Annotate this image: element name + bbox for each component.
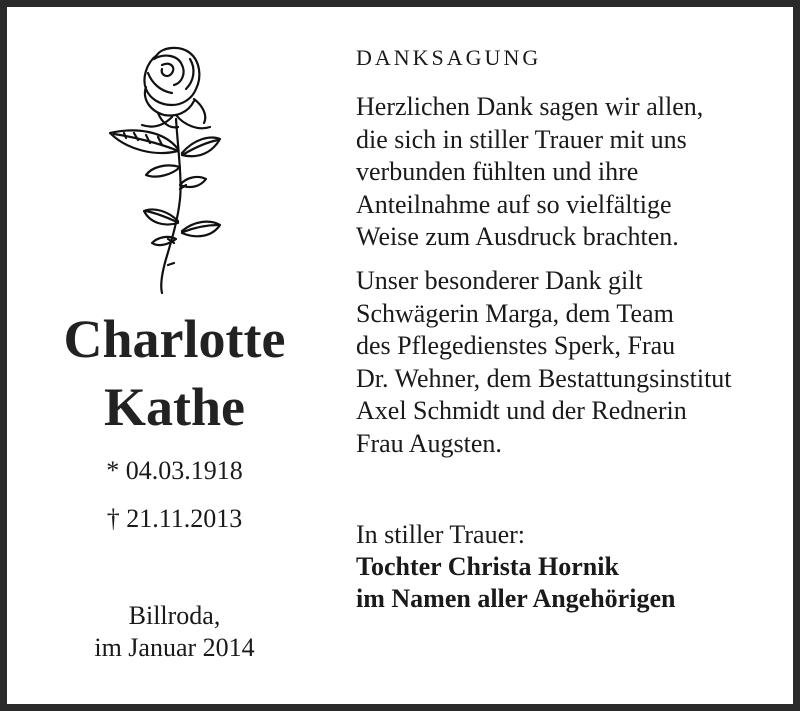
thanks-line: Weise zum Ausdruck brachten.	[356, 222, 679, 251]
place-and-date	[7, 600, 342, 664]
signer-name: Tochter Christa Hornik	[356, 552, 619, 581]
special-thanks-line: Axel Schmidt und der Rednerin	[356, 396, 687, 425]
special-thanks-line: Unser besonderer Dank gilt	[356, 266, 643, 295]
thanks-line: Herzlichen Dank sagen wir allen,	[356, 92, 704, 121]
signer-family: im Namen aller Angehörigen	[356, 584, 676, 613]
thanks-paragraph	[356, 91, 703, 254]
special-thanks-line: Dr. Wehner, dem Bestattungsinstitut	[356, 363, 732, 393]
rose-icon	[102, 39, 227, 297]
thanks-line: verbunden fühlten und ihre	[356, 157, 639, 186]
notice-heading: DANKSAGUNG	[356, 45, 542, 70]
thanks-line: Anteilnahme auf so vielfältige	[356, 189, 672, 219]
closing-intro: In stiller Trauer:	[356, 520, 525, 549]
right-column	[356, 7, 796, 704]
special-thanks-line: des Pflegedienstes Sperk, Frau	[356, 331, 676, 360]
closing-signature	[356, 519, 675, 615]
birth-date: * 04.03.1918	[106, 456, 243, 485]
place-line-1: Billroda,	[128, 601, 221, 630]
death-date: † 21.11.2013	[106, 504, 243, 533]
special-thanks-paragraph	[356, 265, 732, 460]
deceased-last-name: Kathe	[104, 377, 245, 437]
thanks-line: die sich in stiller Trauer mit uns	[356, 124, 687, 154]
special-thanks-line: Schwägerin Marga, dem Team	[356, 298, 674, 328]
place-line-2: im Januar 2014	[94, 633, 255, 662]
left-column	[7, 7, 342, 704]
deceased-first-name: Charlotte	[63, 309, 286, 369]
special-thanks-line: Frau Augsten.	[356, 428, 502, 458]
